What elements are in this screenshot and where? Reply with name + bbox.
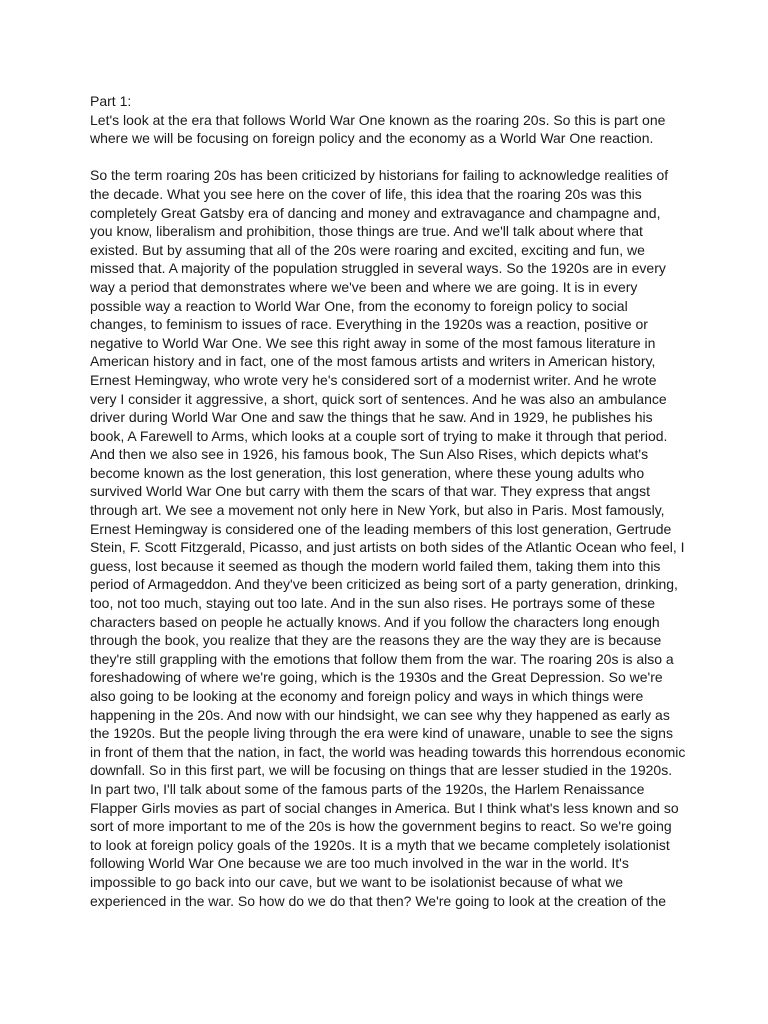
intro-paragraph bbox=[90, 92, 680, 148]
body-text-line: foreshadowing of where we're going, which is the 1930s and the Great Depression. So we're bbox=[90, 669, 663, 686]
intro-text-line: Let's look at the era that follows World War One known as the roaring 20s. So this is part one bbox=[90, 111, 666, 128]
body-text-line: through art. We see a movement not only here in New York, but also in Paris. Most famously, bbox=[90, 502, 665, 519]
body-text-line: Stein, F. Scott Fitzgerald, Picasso, and just artists on both sides of the Atlantic Ocean who feel, I bbox=[90, 539, 685, 556]
body-text-line: missed that. A majority of the population struggled in several ways. So the 1920s are in every bbox=[90, 260, 666, 277]
body-text-line: through the book, you realize that they are the reasons they are the way they are is because bbox=[90, 632, 662, 649]
body-text-line: In part two, I'll talk about some of the famous parts of the 1920s, the Harlem Renaissance bbox=[90, 780, 645, 797]
body-text-line: Flapper Girls movies as part of social changes in America. But I think what's less known and so bbox=[90, 799, 679, 816]
body-text-line: So the term roaring 20s has been criticized by historians for failing to acknowledge realities of bbox=[90, 167, 669, 184]
body-text-line: Ernest Hemingway is considered one of the leading members of this lost generation, Gertrude bbox=[90, 520, 672, 537]
body-text-line: they're still grappling with the emotions that follow them from the war. The roaring 20s is also a bbox=[90, 650, 674, 667]
body-text-line: driver during World War One and saw the things that he saw. And in 1929, he publishes his bbox=[90, 409, 653, 426]
body-text-line: negative to World War One. We see this right away in some of the most famous literature in bbox=[90, 334, 656, 351]
body-text-line: experienced in the war. So how do we do that then? We're going to look at the creation of the bbox=[90, 892, 667, 909]
body-text-line: also going to be looking at the economy and foreign policy and ways in which things were bbox=[90, 688, 644, 704]
body-text-line: changes, to feminism to issues of race. Everything in the 1920s was a reaction, positive or bbox=[90, 316, 648, 333]
body-text-line: And then we also see in 1926, his famous book, The Sun Also Rises, which depicts what's bbox=[90, 446, 649, 463]
body-text-line: Ernest Hemingway, who wrote very he's considered sort of a modernist writer. And he wrote bbox=[90, 371, 657, 388]
body-text-line: sort of more important to me of the 20s is how the government begins to react. So we're going bbox=[90, 818, 672, 835]
body-text-line: book, A Farewell to Arms, which looks at a couple sort of trying to make it through that period. bbox=[90, 427, 668, 444]
body-text-line: in front of them that the nation, in fact, the world was heading towards this horrendous economic bbox=[90, 743, 686, 760]
body-text-line: impossible to go back into our cave, but we want to be isolationist because of what we bbox=[90, 873, 624, 890]
body-text-line: American history and in fact, one of the most famous artists and writers in American history, bbox=[90, 353, 656, 370]
body-text-line: existed. But by assuming that all of the 20s were roaring and excited, exciting and fun, we bbox=[90, 241, 645, 258]
body-text-line: very I consider it aggressive, a short, quick sort of sentences. And he was also an ambulance bbox=[90, 390, 667, 407]
body-text-line: guess, lost because it seemed as though the modern world failed them, taking them into this bbox=[90, 557, 661, 574]
body-text-line: the decade. What you see here on the cover of life, this idea that the roaring 20s was this bbox=[90, 185, 642, 202]
body-text-line: happening in the 20s. And now with our hindsight, we can see why they happened as early as bbox=[90, 706, 670, 723]
body-text-line: characters based on people he actually knows. And if you follow the characters long enough bbox=[90, 613, 660, 630]
document-page bbox=[90, 92, 686, 929]
body-text-line: to look at foreign policy goals of the 1920s. It is a myth that we became completely isolationist bbox=[90, 836, 670, 853]
body-text-line: following World War One because we are too much involved in the war in the world. It's bbox=[90, 855, 629, 872]
body-text-line: you know, liberalism and prohibition, those things are true. And we'll talk about where that bbox=[90, 223, 643, 240]
body-text-line: way a period that demonstrates where we've been and where we are going. It is in every bbox=[90, 278, 638, 295]
body-text-line: the 1920s. But the people living through the era were kind of unaware, unable to see the signs bbox=[90, 725, 673, 742]
body-text-line: completely Great Gatsby era of dancing and money and extravagance and champagne and, bbox=[90, 204, 661, 221]
body-text-line: too, not too much, staying out too late. And in the sun also rises. He portrays some of these bbox=[90, 595, 655, 612]
body-text-line: become known as the lost generation, this lost generation, where these young adults who bbox=[90, 464, 645, 481]
body-text-line: downfall. So in this first part, we will be focusing on things that are lesser studied in the 1920s. bbox=[90, 762, 673, 779]
body-paragraph bbox=[90, 166, 686, 910]
intro-lines bbox=[90, 111, 680, 148]
body-text-line: period of Armageddon. And they've been criticized as being sort of a party generation, drinking, bbox=[90, 576, 678, 593]
body-text-line: possible way a reaction to World War One, from the economy to foreign policy to social bbox=[90, 297, 628, 314]
intro-text-line: where we will be focusing on foreign policy and the economy as a World War One reaction. bbox=[90, 130, 654, 147]
body-text-line: survived World War One but carry with them the scars of that war. They express that angst bbox=[90, 483, 650, 500]
part-heading: Part 1: bbox=[90, 93, 132, 109]
